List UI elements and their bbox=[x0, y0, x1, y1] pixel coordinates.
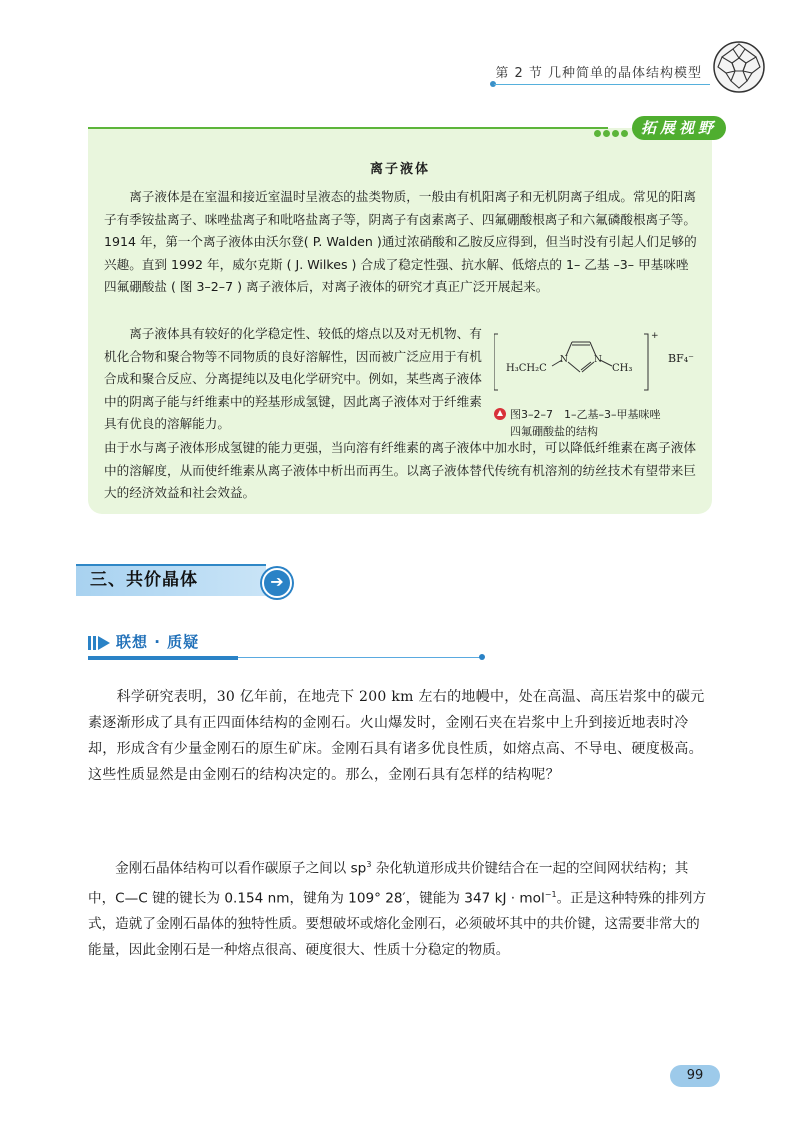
figure-caption: 图3–2–7 1–乙基–3–甲基咪唑 四氟硼酸盐的结构 bbox=[494, 406, 704, 440]
page-number: 99 bbox=[670, 1065, 720, 1087]
association-rule-thin bbox=[238, 657, 482, 658]
figure-marker-icon bbox=[494, 408, 506, 420]
extension-paragraph-3: 由于水与离子液体形成氢键的能力更强，当向溶有纤维素的离子液体中加水时，可以降低纤维素在离子液体中的溶解度，从而使纤维素从离子液体中析出而再生。以离子液体替代传统有机溶剂的纺丝技术有望带来巨大的经济效益和社会效益。 bbox=[104, 440, 696, 501]
association-rule-thick bbox=[88, 656, 238, 660]
extension-dots bbox=[594, 122, 630, 141]
extension-paragraph-2: 离子液体具有较好的化学稳定性、较低的熔点以及对无机物、有机化合物和聚合物等不同物质的良好溶解性，因而被广泛应用于有机合成和聚合反应、分离提纯以及电化学研究中。例如，某些离子液体中的阴离子能与纤维素中的羟基形成氢键，因此离子液体对于纤维素具有优良的溶解能力。 bbox=[104, 326, 482, 432]
imidazolium-structure-figure bbox=[494, 330, 662, 394]
ethyl-group-label: H₃CH₂C bbox=[506, 363, 547, 374]
methyl-group-label: CH₃ bbox=[612, 363, 633, 374]
extension-title: 离子液体 bbox=[369, 162, 430, 177]
diamond-structure-paragraph: 金刚石晶体结构可以看作碳原子之间以 $sp^3$ 杂化轨道形成共价键结合在一起的空间网状结构；其中，C—C 键的键长为 0.154 nm，键角为 109° 28′，键能为 347 kJ · mol$^{-1}$。正是这种特殊的排列方式，造就了金刚石晶体的独特性质。要想破坏或熔化金刚石，必须破坏其中的共价键，这需要非常大的能量，因此金刚石是一种熔点很高、硬度很大、性质十分稳定的物质。 bbox=[88, 860, 707, 959]
arrow-right-icon: ➔ bbox=[262, 568, 292, 598]
play-arrow-icon bbox=[88, 634, 112, 652]
anion-label: BF₄⁻ bbox=[668, 352, 694, 365]
association-title: 联想 · 质疑 bbox=[116, 633, 200, 651]
nitrogen-right-label: N bbox=[594, 355, 602, 365]
extension-rule bbox=[88, 127, 608, 129]
association-dot bbox=[479, 654, 485, 660]
section-title: 三、共价晶体 bbox=[90, 570, 198, 590]
association-paragraph: 科学研究表明，30 亿年前，在地壳下 200 km 左右的地幔中，处在高温、高压岩浆中的碳元素逐渐形成了具有正四面体结构的金刚石。火山爆发时，金刚石夹在岩浆中上升到接近地表时冷却，形成含有少量金刚石的原生矿床。金刚石具有诸多优良性质，如熔点高、不导电、硬度极高。这些性质显然是由金刚石的结构决定的。那么，金刚石具有怎样的结构呢？ bbox=[88, 689, 705, 783]
nitrogen-left-label: N bbox=[560, 355, 568, 365]
cation-charge-label: + bbox=[651, 331, 659, 341]
chapter-header: 第 2 节 几种简单的晶体结构模型 bbox=[495, 66, 702, 81]
header-rule bbox=[494, 84, 710, 85]
fullerene-icon bbox=[712, 40, 766, 94]
extension-paragraph-1: 离子液体是在室温和接近室温时呈液态的盐类物质，一般由有机阳离子和无机阴离子组成。常见的阳离子有季铵盐离子、咪唑盐离子和吡咯盐离子等，阴离子有卤素离子、四氟硼酸根离子和六氟磷酸根离子等。1914 年，第一个离子液体由沃尔登( P. Walden )通过浓硝酸和乙胺反应得到，但当时没有引起人们足够的兴趣。直到 1992 年，威尔克斯 ( J. Wilkes ) 合成了稳定性强、抗水解、低熔点的 1– 乙基 –3– 甲基咪唑四氟硼酸盐 ( 图 3–2–7 ) 离子液体后，对离子液体的研究才真正广泛开展起来。 bbox=[104, 189, 697, 295]
extension-banner: 拓展视野 bbox=[632, 116, 726, 140]
